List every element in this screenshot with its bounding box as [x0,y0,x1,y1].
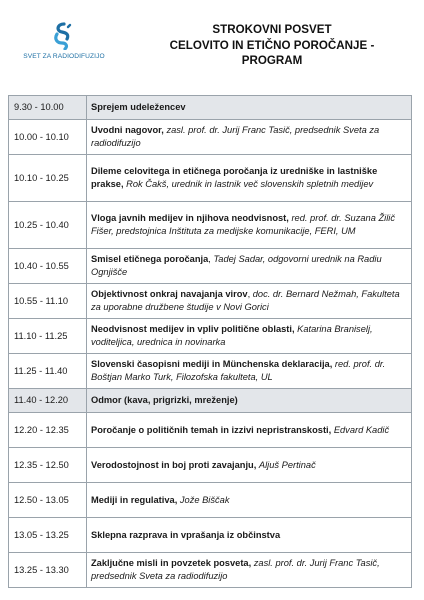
session-title: Sprejem udeležencev [91,102,186,113]
program-session [87,483,412,518]
session-separator: , [208,254,214,265]
session-speaker: Jože Biščak [179,494,230,505]
program-session [87,284,412,319]
program-row [9,553,412,588]
program-time: 10.10 - 10.25 [9,155,87,202]
program-time: 13.25 - 13.30 [9,553,87,588]
program-session [87,354,412,389]
session-title: Smisel etičnega poročanja [91,254,209,265]
program-row [9,319,412,354]
program-time: 12.35 - 12.50 [9,448,87,483]
program-row [9,96,412,120]
session-speaker: red. prof. dr. Suzana Žilič Fišer, predstojnica Inštituta za medijske komunikacije, FERI, UM [91,213,395,236]
program-row [9,354,412,389]
session-title: Vloga javnih medijev in njihova neodvisnost, [91,213,289,224]
session-speaker: Edvard Kadič [333,424,390,435]
session-title: Neodvisnost medijev in vpliv politične oblasti, [91,324,295,335]
session-speaker: doc. dr. Bernard Nežmah, Fakulteta za uporabne družbene študije v Novi Gorici [91,289,400,312]
session-speaker: Tadej Sadar, odgovorni urednik na Radiu Ognjišče [91,254,382,277]
program-time: 11.10 - 11.25 [9,319,87,354]
title-line-2: CELOVITO IN ETIČNO POROČANJE - [169,38,375,52]
program-time: 11.40 - 12.20 [9,389,87,413]
program-time: 10.25 - 10.40 [9,202,87,249]
program-row [9,413,412,448]
program-time: 10.00 - 10.10 [9,120,87,155]
page-title [132,22,412,69]
title-line-3: PROGRAM [241,54,303,67]
program-session [87,120,412,155]
program-session [87,96,412,120]
session-title: Uvodni nagovor, [91,125,164,136]
logo [18,22,108,70]
program-table-body [9,96,412,588]
session-speaker: Aljuš Pertinač [258,459,316,470]
program-session [87,448,412,483]
title-line-1: STROKOVNI POSVET [212,23,332,36]
program-row [9,518,412,553]
logo-text: SVET ZA RADIODIFUZIJO [23,53,105,60]
program-row [9,120,412,155]
program-row [9,155,412,202]
session-title: Mediji in regulativa, [91,494,178,505]
session-title: Poročanje o političnih temah in izzivi nepristranskosti, [91,424,332,435]
program-session [87,155,412,202]
program-session [87,249,412,284]
session-speaker: Katarina Braniselj, voditeljica, urednica in novinarka [91,324,373,347]
page-header [0,0,424,92]
svet-logo-mark-icon [48,22,76,50]
program-time: 10.40 - 10.55 [9,249,87,284]
program-session [87,389,412,413]
program-row [9,483,412,518]
session-speaker: red. prof. dr. Boštjan Marko Turk, Filozofska fakulteta, UL [91,359,386,382]
program-time: 11.25 - 11.40 [9,354,87,389]
program-session [87,413,412,448]
program-time: 9.30 - 10.00 [9,96,87,120]
session-title: Objektivnost onkraj navajanja virov [91,289,248,300]
program-time: 13.05 - 13.25 [9,518,87,553]
session-speaker: Rok Čakš, urednik in lastnik več slovenskih spletnih medijev [126,179,374,189]
program-row [9,284,412,319]
session-speaker: zasl. prof. dr. Jurij Franc Tasič, predsednik Sveta za radiodifuzijo [91,558,380,581]
session-title: Verodostojnost in boj proti zavajanju, [91,459,257,470]
program-time: 12.20 - 12.35 [9,413,87,448]
program-row [9,202,412,249]
session-title: Zaključne misli in povzetek posveta, [91,558,252,569]
program-row [9,448,412,483]
program-row [9,389,412,413]
session-speaker: zasl. prof. dr. Jurij Franc Tasič, predsednik Sveta za radiodifuzijo [91,125,380,148]
program-session [87,319,412,354]
program-table [8,95,412,588]
program-session [87,202,412,249]
program-time: 12.50 - 13.05 [9,483,87,518]
session-title: Odmor (kava, prigrizki, mreženje) [91,395,238,406]
program-session [87,518,412,553]
program-time: 10.55 - 11.10 [9,284,87,319]
program-row [9,249,412,284]
session-title: Sklepna razprava in vprašanja iz občinstva [91,529,281,540]
session-separator: , [247,289,253,300]
program-session [87,553,412,588]
session-title: Slovenski časopisni mediji in Münchenska deklaracija, [91,359,333,370]
session-title: Dileme celovitega in etičnega poročanja iz uredniške in lastniške prakse, [91,166,378,189]
